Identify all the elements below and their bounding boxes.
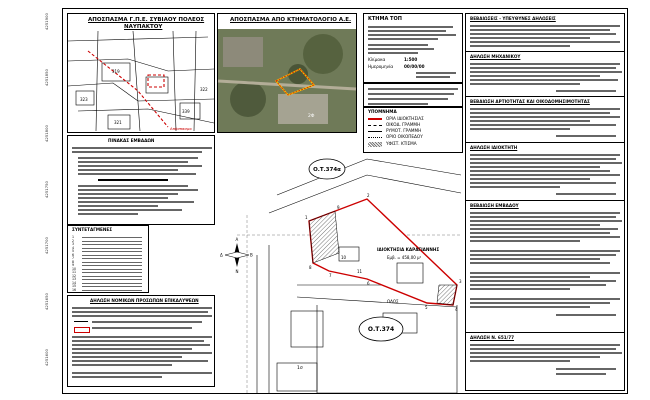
date-label: Ημερομηνία bbox=[368, 64, 394, 69]
building-label: 1σ bbox=[297, 366, 303, 371]
margin-coordinate-label: 4251600 bbox=[44, 349, 49, 366]
legend-title: ΥΠΟΜΝΗΜΑ bbox=[368, 109, 397, 114]
legend-item: ΟΙΚΟΔ. ΓΡΑΜΜΗ bbox=[386, 122, 421, 127]
areas-table bbox=[67, 135, 215, 225]
parcel-number: 323 bbox=[80, 97, 88, 102]
parcel-number: 321 bbox=[114, 120, 122, 125]
legend-item: ΡΥΜΟΤ. ΓΡΑΜΜΗ bbox=[386, 128, 422, 133]
notes-header: ΔΗΛΩΣΗ ΝΟΜΙΚΩΝ ΠΡΟΣΩΠΩΝ ΕΠΙΚΑΛΥΨΕΩΝ bbox=[90, 298, 199, 303]
vertex-number: 2 bbox=[367, 193, 370, 198]
cadastre-excerpt-title: ΑΠΟΣΠΑΣΜΑ ΑΠΟ ΚΤΗΜΑΤΟΛΟΓΙΟ Α.Ε. bbox=[230, 17, 352, 23]
margin-coordinate-label: 4251850 bbox=[44, 69, 49, 86]
coordinate-row-number: 15 bbox=[72, 284, 77, 288]
coordinate-row-values bbox=[82, 251, 142, 252]
gis-excerpt-title: ΑΠΟΣΠΑΣΜΑ Γ.Π.Ε. ΣΥΒΙΑΟΥ ΠΟΛΕΟΣ bbox=[88, 17, 205, 23]
legend-item: ΥΦΙΣΤ. ΚΤΙΣΜΑ bbox=[386, 141, 417, 146]
aerial-label: 2Φ bbox=[308, 114, 315, 119]
cert-section-title: ΔΗΛΩΣΗ Ν. 651/77 bbox=[470, 335, 515, 340]
north-label: N bbox=[235, 269, 239, 274]
areas-table-header: ΠΙΝΑΚΑΣ ΕΜΒΑΔΩΝ bbox=[108, 138, 155, 143]
margin-coordinate-label: 4251800 bbox=[44, 125, 49, 142]
vertex-number: 3 bbox=[459, 279, 462, 284]
coordinate-row-number: 11 bbox=[72, 270, 77, 274]
vertex-number: 11 bbox=[357, 269, 363, 274]
coordinate-row-values bbox=[82, 272, 142, 273]
block-label-top: Ο.Τ.374α bbox=[313, 167, 341, 173]
coordinate-row-number: 3 bbox=[72, 242, 75, 246]
coordinate-row-values bbox=[82, 279, 142, 280]
coordinate-row-values bbox=[82, 258, 142, 259]
coordinate-row-number: 6 bbox=[72, 252, 75, 257]
margin-coordinate-label: 4251750 bbox=[44, 181, 49, 198]
coordinate-row-values bbox=[82, 286, 142, 287]
road-label: ΟΔΟΣ bbox=[387, 299, 399, 304]
coordinates-table bbox=[67, 225, 149, 293]
vertex-number: 8 bbox=[309, 265, 312, 270]
coordinate-row-values bbox=[82, 237, 142, 238]
north-label: B bbox=[250, 252, 253, 258]
coordinate-row-values bbox=[82, 290, 142, 291]
title-block bbox=[363, 13, 463, 83]
coordinate-row-values bbox=[82, 262, 142, 263]
certifications-column bbox=[465, 13, 625, 391]
notes-box bbox=[67, 295, 215, 387]
certifications-header: ΒΕΒΑΙΩΣΕΙΣ - ΥΠΕΥΘΥΝΕΣ ΔΗΛΩΣΕΙΣ bbox=[470, 16, 556, 21]
gis-excerpt-panel bbox=[67, 13, 215, 133]
coordinate-row-number: 12 bbox=[72, 273, 77, 278]
coordinate-row-number: 16 bbox=[72, 287, 77, 292]
coordinate-row-values bbox=[82, 255, 142, 256]
parcel-area-label: Εμβ. = 458,00 μ² bbox=[387, 255, 422, 260]
notes-block bbox=[363, 83, 463, 107]
cert-section-title: ΔΗΛΩΣΗ ΙΔΙΟΚΤΗΤΗ bbox=[470, 145, 518, 150]
vertex-number: 9 bbox=[337, 205, 340, 210]
vertex-number: 5 bbox=[425, 305, 428, 310]
coordinates-table-header: ΣΥΝΤΕΤΑΓΜΕΝΕΣ bbox=[72, 227, 113, 232]
coordinate-row-number: 5 bbox=[72, 249, 75, 253]
date-value: 00/00/00 bbox=[404, 64, 425, 69]
parcel-owner-label: ΙΔΙΟΚΤΗΣΙΑ ΚΑΡΑΓΙΑΝΝΗΣ bbox=[377, 247, 440, 252]
vertex-number: 4 bbox=[455, 307, 458, 312]
margin-coordinate-label: 4251700 bbox=[44, 237, 49, 254]
coordinate-row-values bbox=[82, 269, 142, 270]
scale-label: Κλίμακα bbox=[368, 57, 386, 62]
gis-annotation: Απόσπασμα bbox=[170, 126, 192, 131]
vertex-number: 1 bbox=[305, 215, 308, 220]
coordinate-row-number: 8 bbox=[72, 259, 75, 264]
cert-section-title: ΒΕΒΑΙΩΣΗ ΑΡΤΙΟΤΗΤΑΣ ΚΑΙ ΟΙΚΟΔΟΜΗΣΙΜΟΤΗΤΑΣ bbox=[470, 99, 590, 104]
parcel-number: 319 bbox=[112, 69, 120, 74]
aerial-photo bbox=[218, 29, 356, 132]
vertex-number: 6 bbox=[367, 281, 370, 286]
coordinate-row-number: 13 bbox=[72, 277, 77, 281]
legend-item: ΟΡΙΟ ΟΙΚΟΠΕΔΟΥ bbox=[386, 134, 423, 139]
title-block-heading: ΚΤΗΜΑ ΤΟΠ bbox=[368, 16, 402, 22]
margin-coordinate-label: 4251900 bbox=[44, 13, 49, 30]
margin-coordinate-label: 4251650 bbox=[44, 293, 49, 310]
block-label-main: Ο.Τ.374 bbox=[367, 326, 395, 333]
coordinate-row-values bbox=[82, 244, 142, 245]
topographic-plan bbox=[217, 135, 461, 393]
north-label: Δ bbox=[220, 252, 223, 258]
legend-item: ΟΡΙΑ ΙΔΙΟΚΤΗΣΙΑΣ bbox=[386, 116, 424, 121]
coordinate-row-values bbox=[82, 248, 142, 249]
gis-map bbox=[68, 31, 214, 133]
coordinate-row-number: 9 bbox=[72, 263, 75, 267]
cert-section-title: ΒΕΒΑΙΩΣΗ ΕΜΒΑΔΟΥ bbox=[470, 203, 519, 208]
vertex-number: 7 bbox=[329, 273, 332, 278]
coordinate-row-number: 1 bbox=[72, 235, 75, 239]
gis-excerpt-subtitle: ΝΑΥΠΑΚΤΟΥ bbox=[124, 24, 163, 30]
coordinate-row-values bbox=[82, 241, 142, 242]
parcel-number: 339 bbox=[182, 109, 190, 114]
coordinate-row-number: 2 bbox=[72, 238, 75, 243]
parcel-number: 322 bbox=[200, 87, 208, 92]
north-label: A bbox=[235, 237, 239, 242]
cert-section-title: ΔΗΛΩΣΗ ΜΗΧΑΝΙΚΟΥ bbox=[470, 54, 521, 59]
drawing-sheet bbox=[62, 8, 628, 394]
coordinate-row-number: 14 bbox=[72, 280, 77, 285]
coordinate-row-number: 4 bbox=[72, 245, 75, 250]
cadastre-excerpt-panel bbox=[217, 13, 357, 133]
coordinate-row-values bbox=[82, 265, 142, 266]
coordinate-row-number: 7 bbox=[72, 256, 75, 260]
north-arrow bbox=[220, 237, 253, 274]
coordinate-row-values bbox=[82, 283, 142, 284]
coordinate-row-values bbox=[82, 276, 142, 277]
scale-value: 1:500 bbox=[404, 57, 418, 62]
coordinate-row-number: 10 bbox=[72, 266, 77, 271]
vertex-number: 10 bbox=[341, 255, 347, 260]
